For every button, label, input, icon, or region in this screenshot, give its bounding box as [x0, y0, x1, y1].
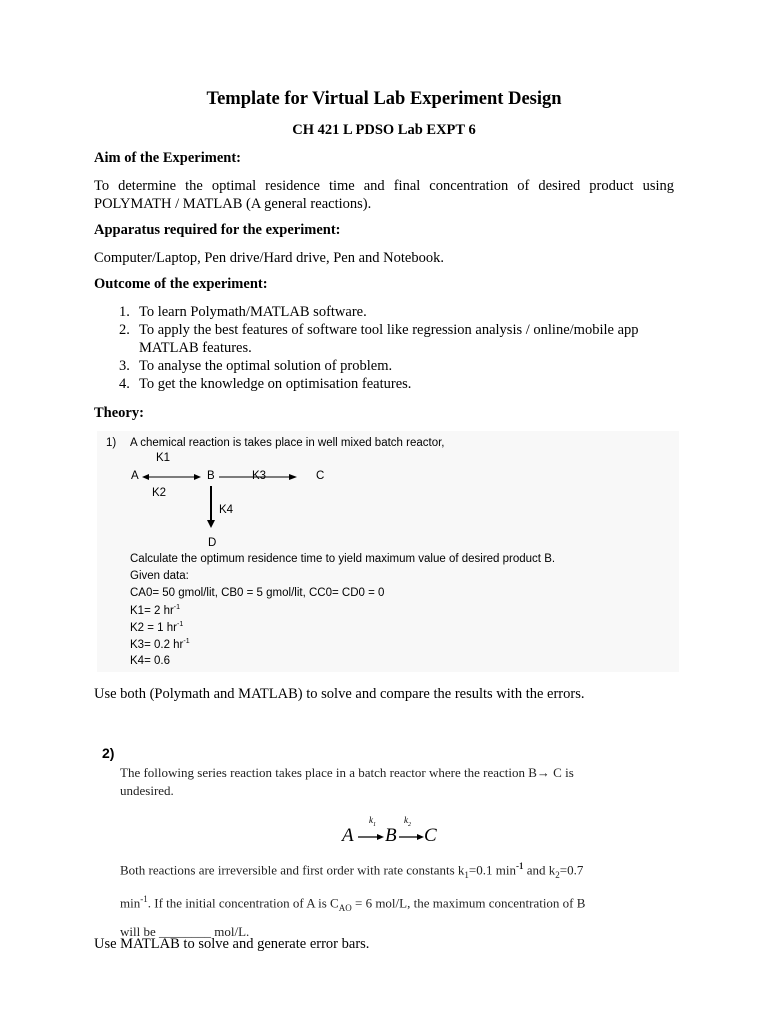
problem-1-figure	[97, 431, 679, 672]
list-item-number: 2.	[119, 322, 130, 338]
scheme-arrows	[340, 812, 450, 852]
list-item	[94, 321, 674, 357]
apparatus-heading: Apparatus required for the experiment:	[94, 222, 341, 238]
initial-concentrations: CA0= 50 gmol/lit, CB0 = 5 gmol/lit, CC0= CD0 = 0	[130, 587, 385, 599]
scheme-species-c: C	[424, 825, 437, 846]
problem-1-question: Calculate the optimum residence time to yield maximum value of desired product B.	[130, 553, 556, 565]
list-item-text: To apply the best features of software tool like regression analysis / online/mobile app MATLAB features.	[139, 322, 639, 356]
k4-value: K4= 0.6	[130, 655, 170, 667]
k1-value: K1= 2 $hr^{-1}$	[130, 604, 181, 617]
problem-2-text: Both reactions are irreversible and first order with rate constants $k_1=0.1$ $\min^{-1}$ and $k_2=0.7$ $\min^{-1}$. If the initial concentration of A is $C_{AO} = 6$ mol/L, the maximum concentration of B will be ________ mol/L.	[120, 861, 586, 939]
list-item	[94, 357, 674, 375]
list-item-number: 3.	[119, 358, 130, 374]
aim-text: To determine the optimal residence time and final concentration of desired product using POLYMATH / MATLAB (A general reactions).	[94, 178, 674, 212]
problem-1-intro: A chemical reaction is takes place in well mixed batch reactor,	[130, 437, 445, 449]
instruction-1: Use both (Polymath and MATLAB) to solve and compare the results with the errors.	[94, 686, 585, 702]
list-item	[94, 375, 674, 393]
list-item	[94, 303, 674, 321]
outcome-heading: Outcome of the experiment:	[94, 276, 268, 292]
scheme-species-b: B	[385, 825, 397, 846]
list-item-text: To get the knowledge on optimisation features.	[139, 376, 412, 392]
rate-label-k2: K2	[152, 487, 167, 499]
arrowhead-left	[142, 474, 149, 480]
instruction-2: Use MATLAB to solve and generate error bars.	[94, 936, 370, 952]
species-d: D	[208, 537, 217, 549]
k3-value: K3= 0.2 $hr^{-1}$	[130, 638, 190, 651]
list-item-number: 1.	[119, 304, 130, 320]
outcome-list	[94, 303, 674, 393]
rate-label-k1: K1	[156, 452, 171, 464]
problem-2-intro: The following series reaction takes place in a batch reactor where the reaction B→ C is undesired.	[120, 765, 574, 798]
aim-heading: Aim of the Experiment:	[94, 150, 241, 166]
arrowhead-right	[194, 474, 201, 480]
list-item-text: To analyse the optimal solution of problem.	[139, 358, 393, 374]
given-data-heading: Given data:	[130, 570, 189, 582]
species-b: B	[207, 470, 215, 482]
species-a: A	[131, 470, 139, 482]
list-item-number: 4.	[119, 376, 130, 392]
scheme-species-a: A	[342, 825, 354, 846]
species-c: C	[316, 470, 325, 482]
k2-value: K2 = 1 $hr^{-1}$	[130, 621, 184, 634]
rate-label-k4: K4	[219, 504, 234, 516]
arrowhead-c	[289, 474, 297, 480]
problem-2-number: 2)	[102, 745, 115, 761]
scheme-k2: $k_2$	[404, 815, 411, 828]
scheme-arrowhead-1	[377, 834, 384, 840]
theory-heading: Theory:	[94, 405, 144, 421]
scheme-arrowhead-2	[417, 834, 424, 840]
page-subtitle: CH 421 L PDSO Lab EXPT 6	[292, 122, 476, 138]
scheme-k1: $k_1$	[369, 815, 376, 828]
page-title: Template for Virtual Lab Experiment Design	[206, 89, 562, 109]
reaction-arrows	[97, 431, 679, 672]
problem-1-number: 1)	[106, 437, 117, 449]
apparatus-text: Computer/Laptop, Pen drive/Hard drive, Pen and Notebook.	[94, 250, 444, 266]
arrowhead-d	[207, 520, 215, 528]
series-reaction-scheme	[340, 812, 450, 852]
list-item-text: To learn Polymath/MATLAB software.	[139, 304, 367, 320]
rate-label-k3: K3	[252, 470, 267, 482]
arrow-glyph: →	[536, 765, 550, 780]
